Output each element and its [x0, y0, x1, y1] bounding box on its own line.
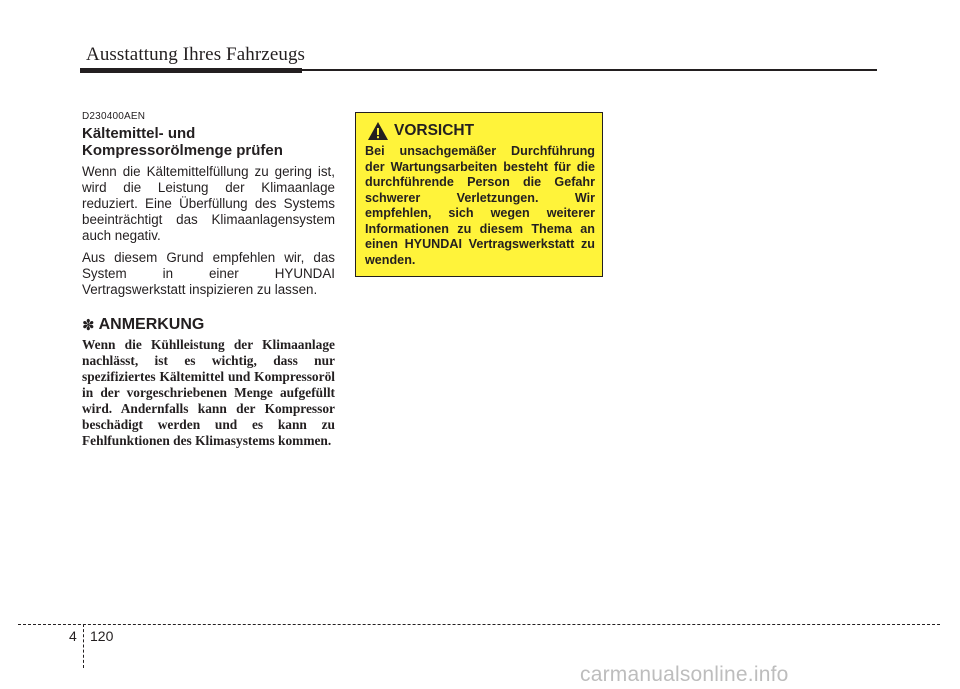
note-text: Wenn die Kühlleistung der Klimaanlage nachlässt, ist es wichtig, dass nur spezifiziertes Kältemittel und Kompressoröl in der vorgeschriebenen Menge aufgefüllt wird. Andernfalls kann der Kompressor beschädigt werden und es kann zu Fehlfunktionen des Klimasystems kommen. [82, 337, 335, 448]
watermark-text: carmanualsonline.info [580, 663, 789, 686]
body-paragraph-2: Aus diesem Grund empfehlen wir, das System in einer HYUNDAI Vertragswerkstatt inspizieren zu lassen. [82, 250, 335, 297]
left-column [82, 111, 335, 449]
warning-box [355, 112, 603, 277]
warning-title: VORSICHT [394, 122, 475, 139]
warning-title-row [367, 121, 595, 141]
note-heading-row [82, 316, 335, 334]
footer-chapter-number: 4 [69, 628, 77, 644]
body-paragraph-1: Wenn die Kältemittelfüllung zu gering ist, wird die Leistung der Klimaanlage reduziert. Eine Überfüllung des Systems beeinträchtigt das Klimaanlagensystem auch negativ. [82, 164, 335, 243]
warning-text: Bei unsachgemäßer Durchführung der Wartungsarbeiten besteht für die durchführende Person die Gefahr schwerer Verletzungen. Wir empfehlen, sich wegen weiterer Informationen zu diesem Thema an einen HYUNDAI Vertragswerkstatt zu wenden. [365, 144, 595, 267]
section-code: D230400AEN [82, 111, 146, 122]
header-rule-accent [80, 68, 302, 73]
footer-dashed-divider [83, 624, 84, 668]
note-heading: ANMERKUNG [98, 316, 205, 333]
section-heading: Kältemittel- und Kompressorölmenge prüfen [82, 125, 283, 159]
note-asterisk-icon: ✽ [82, 317, 95, 334]
warning-triangle-icon [367, 121, 389, 141]
footer-page-number: 120 [90, 628, 114, 644]
footer-dashed-rule [18, 624, 940, 625]
page-header-title: Ausstattung Ihres Fahrzeugs [86, 44, 306, 65]
